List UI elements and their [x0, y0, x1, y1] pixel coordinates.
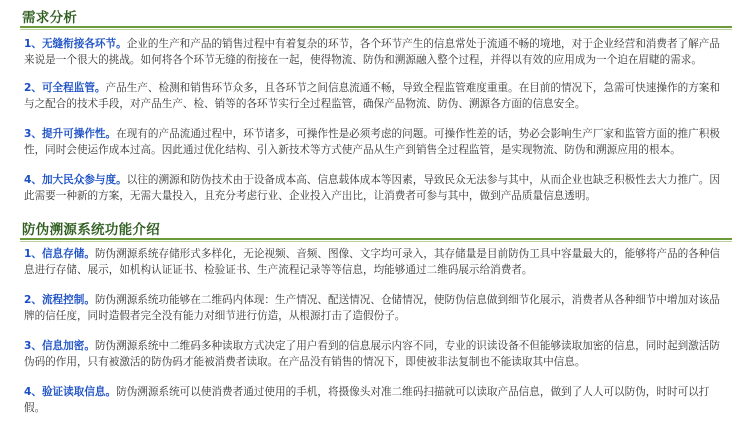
paragraph-text: 产品生产、检测和销售环节众多，且各环节之间信息流通不畅，导致全程监管难度重重。在目前的情况下，急需可快速操作的方案和与之配合的技术手段，对产品生产、检、销等的各环节实行全过程监管，确保产品物流、防伪、溯源各方面的信息安全。	[24, 82, 720, 110]
paragraph-seamless	[24, 36, 724, 68]
paragraph-process-control	[24, 292, 724, 324]
paragraph-verification	[24, 384, 724, 416]
paragraph-heading: 3、信息加密。	[24, 340, 95, 352]
section-divider	[20, 238, 732, 240]
paragraph-encryption	[24, 338, 724, 370]
paragraph-text: 防伪溯源系统中二维码多种读取方式决定了用户看到的信息展示内容不同，专业的识读设备不但能够读取加密的信息，同时起到激活防伪码的作用，只有被激活的防伪码才能被消费者读取。在产品没有销售的情况下，即使被非法复制也不能读取其中信息。	[24, 340, 720, 368]
paragraph-storage	[24, 246, 724, 278]
paragraph-heading: 4、验证读取信息。	[24, 386, 117, 398]
section-divider	[20, 26, 732, 28]
paragraph-heading: 2、可全程监管。	[24, 82, 106, 94]
paragraph-text: 防伪溯源系统可以使消费者通过使用的手机，将摄像头对准二维码扫描就可以读取产品信息，做到了人人可以防伪，时时可以打假。	[24, 386, 710, 414]
paragraph-operability	[24, 126, 724, 158]
section-title: 防伪溯源系统功能介绍	[22, 222, 160, 238]
paragraph-heading: 4、加大民众参与度。	[24, 174, 127, 186]
paragraph-text: 防伪溯源系统存储形式多样化，无论视频、音频、图像、文字均可录入，其存储量是目前防伪工具中容量最大的，能够将产品的各种信息进行存储、展示，如机构认证证书、检验证书、生产流程记录等等信息，均能够通过二维码展示给消费者。	[24, 248, 720, 276]
paragraph-text: 防伪溯源系统功能够在二维码内体现：生产情况、配送情况、仓储情况，使防伪信息做到细节化展示，消费者从各种细节中增加对该品牌的信任度，同时造假者完全没有能力对细节进行仿造，从根源打击了造假份子。	[24, 294, 720, 322]
paragraph-heading: 1、无缝衔接各环节。	[24, 38, 127, 50]
paragraph-heading: 1、信息存储。	[24, 248, 95, 260]
paragraph-text: 企业的生产和产品的销售过程中有着复杂的环节，各个环节产生的信息常处于流通不畅的境地，对于企业经营和消费者了解产品来说是一个很大的挑战。如何将各个环节无缝的衔接在一起，使得物流、防伪和溯源融入整个过程，并得以有效的应用成为一个迫在眉睫的需求。	[24, 38, 720, 66]
paragraph-heading: 3、提升可操作性。	[24, 128, 117, 140]
paragraph-text: 以往的溯源和防伪技术由于设备成本高、信息载体成本等因素，导致民众无法参与其中，从而企业也缺乏积极性去大力推广。因此需要一种新的方案，无需大量投入，且充分考虑行业、企业投入产出比，让消费者可参与其中，做到产品质量信息透明。	[24, 174, 720, 202]
paragraph-heading: 2、流程控制。	[24, 294, 95, 306]
paragraph-supervision	[24, 80, 724, 112]
paragraph-text: 在现有的产品流通过程中，环节诸多，可操作性是必须考虑的问题。可操作性差的话，势必会影响生产厂家和监管方面的推广积极性，同时会使运作成本过高。因此通过优化结构、引入新技术等方式使产品从生产到销售全过程监管，是实现物流、防伪和溯源应用的根本。	[24, 128, 720, 156]
section-title: 需求分析	[22, 10, 78, 26]
paragraph-participation	[24, 172, 724, 204]
